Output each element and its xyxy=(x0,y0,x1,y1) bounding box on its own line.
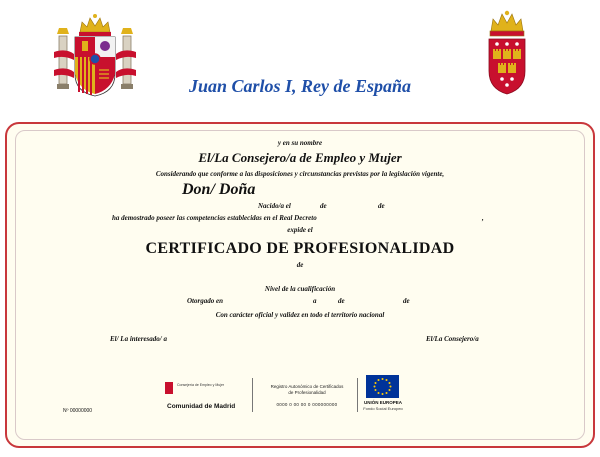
registro-block xyxy=(257,384,357,408)
line-otorgado: Otorgado en xyxy=(187,297,223,305)
certificate-number: Nº 00000000 xyxy=(63,408,93,414)
line-competencias: ha demostrado poseer las competencias establecidas en el Real Decreto xyxy=(112,214,317,222)
line-considerando: Considerando que conforme a las disposiciones y circunstancias previstas por la legislación vigente, xyxy=(155,170,445,178)
footer-separator-1 xyxy=(252,378,253,412)
page-title: Juan Carlos I, Rey de España xyxy=(188,76,412,96)
registro-line-1: Registro Autonómico de Certificados xyxy=(270,384,344,389)
line-de: de xyxy=(296,261,304,269)
eu-fund: Fondo Social Europeo xyxy=(363,406,403,411)
line-otorgado-a: a xyxy=(313,297,317,305)
madrid-logo-icon xyxy=(165,382,173,394)
madrid-logo-name: Comunidad de Madrid xyxy=(167,403,236,410)
madrid-logo-text: Consejería de Empleo y Mujer xyxy=(177,383,225,387)
eu-name: UNIÓN EUROPEA xyxy=(363,400,402,405)
line-validez: Con carácter oficial y validez en todo el territorio nacional xyxy=(215,311,385,319)
signature-interesado: El/ La interesado/ a xyxy=(110,335,167,343)
line-otorgado-de-2: de xyxy=(403,297,410,305)
line-nacido-de-1: de xyxy=(320,202,327,210)
registro-line-2: de Profesionalidad xyxy=(288,390,326,395)
line-comma: , xyxy=(482,214,484,222)
footer-separator-2 xyxy=(357,378,358,412)
line-nacido-de-2: de xyxy=(378,202,385,210)
line-consejero: El/La Consejero/a de Empleo y Mujer xyxy=(198,150,402,165)
eu-flag-icon xyxy=(366,375,399,398)
registro-number: 0000 0 00 00 0 000000000 xyxy=(276,402,338,407)
certificate-title: CERTIFICADO DE PROFESIONALIDAD xyxy=(145,240,455,257)
signature-consejero: El/La Consejero/a xyxy=(426,335,479,343)
line-otorgado-de-1: de xyxy=(338,297,345,305)
line-expide: expide el xyxy=(287,226,313,234)
line-nombre: y en su nombre xyxy=(277,139,323,147)
line-don-dona: Don/ Doña xyxy=(182,181,256,198)
line-nacido: Nacido/a el xyxy=(258,202,291,210)
line-nivel: Nivel de la cualificación xyxy=(264,285,336,293)
